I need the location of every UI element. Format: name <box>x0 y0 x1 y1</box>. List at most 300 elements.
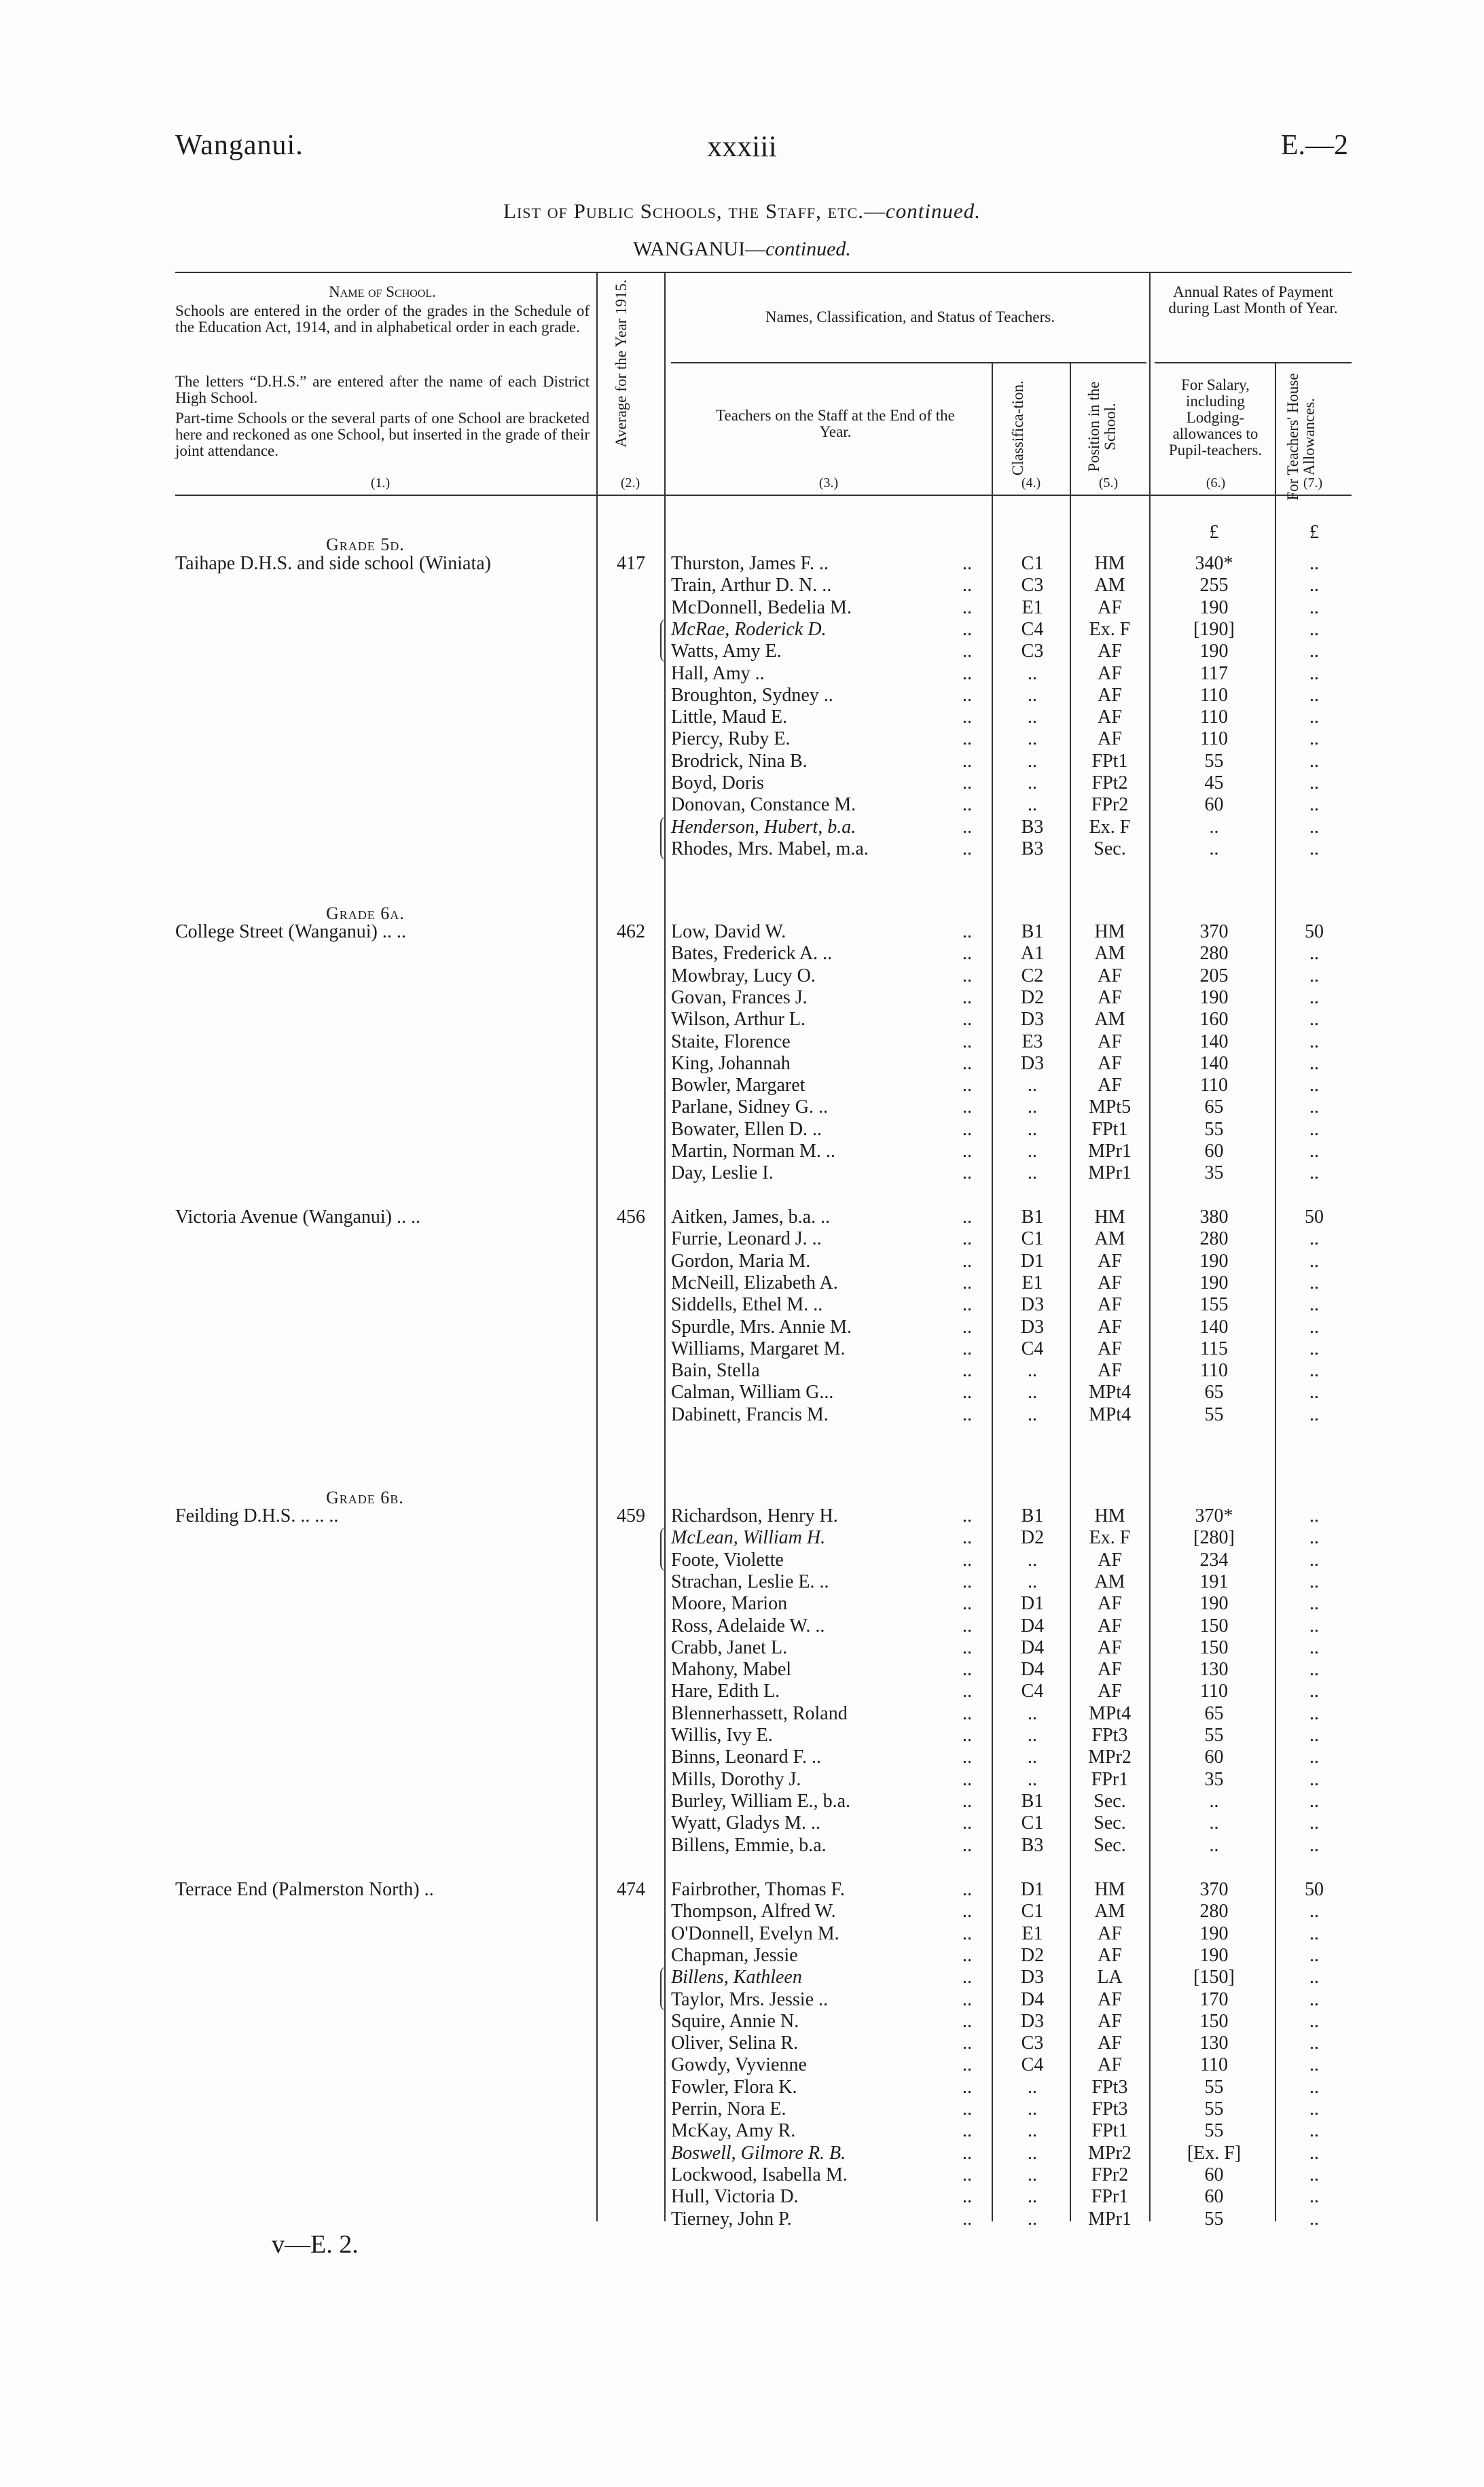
teacher-row <box>0 1901 1484 1922</box>
classification: B1 <box>1021 1790 1044 1812</box>
salary: 155 <box>1199 1294 1229 1316</box>
teacher-name: Mills, Dorothy J. <box>671 1768 801 1790</box>
classification: .. <box>1028 1141 1037 1162</box>
salary: 55 <box>1204 2120 1224 2142</box>
teacher-name: Oliver, Selina R. <box>671 2033 799 2054</box>
position: MPt5 <box>1088 1096 1132 1118</box>
classification: D4 <box>1020 1636 1045 1658</box>
salary: 370* <box>1195 1505 1233 1526</box>
teacher-row <box>0 1206 1484 1228</box>
leader-dots: .. <box>962 1096 972 1118</box>
salary: 60 <box>1204 1747 1224 1768</box>
leader-dots: .. <box>962 1549 972 1571</box>
teacher-row <box>0 1835 1484 1857</box>
classification: .. <box>1028 2186 1037 2208</box>
classification: .. <box>1028 1702 1037 1724</box>
leader-dots: .. <box>962 1118 972 1140</box>
house-allowance: .. <box>1309 1922 1319 1944</box>
teacher-name: Williams, Margaret M. <box>671 1338 846 1359</box>
salary: 190 <box>1199 1272 1229 1293</box>
teacher-row <box>0 1317 1484 1338</box>
classification: D1 <box>1020 1250 1045 1272</box>
teacher-row <box>0 1879 1484 1901</box>
house-allowance: .. <box>1309 1505 1319 1526</box>
title-text: List of Public Schools, the Staff, etc.— <box>503 199 886 223</box>
classification: .. <box>1028 1075 1037 1096</box>
leader-dots: .. <box>962 618 972 640</box>
teacher-row <box>0 1659 1484 1681</box>
leader-dots: .. <box>962 921 972 942</box>
teacher-name: Low, David W. <box>671 921 786 942</box>
col-number-5: (5.) <box>1098 476 1119 490</box>
teacher-name: Aitken, James, b.a. .. <box>671 1206 831 1228</box>
teacher-name: McLean, William H. <box>671 1527 826 1549</box>
house-allowance: .. <box>1309 2054 1319 2076</box>
house-allowance: .. <box>1309 2164 1319 2185</box>
teacher-row <box>0 575 1484 596</box>
table-title <box>0 199 1484 223</box>
teacher-name: Mahony, Mabel <box>671 1659 792 1681</box>
position: AF <box>1098 965 1122 986</box>
position: HM <box>1094 553 1125 574</box>
salary: 190 <box>1199 1250 1229 1272</box>
classification: D3 <box>1020 1294 1045 1316</box>
position: Sec. <box>1093 1790 1126 1812</box>
subtitle-text: WANGANUI— <box>633 238 766 260</box>
teacher-row <box>0 1769 1484 1791</box>
salary-currency: £ <box>1209 522 1219 543</box>
salary: [Ex. F] <box>1187 2142 1242 2164</box>
classification: E1 <box>1021 596 1043 618</box>
name-of-school-note-3: Part-time Schools or the several parts of one School are bracketed here and reckoned as one School, but inserted in the grade of their joint attendance. <box>175 410 590 459</box>
col-number-1: (1.) <box>370 476 391 490</box>
school-name: Victoria Avenue (Wanganui) .. .. <box>175 1206 420 1228</box>
teacher-row <box>0 1791 1484 1812</box>
table-subtitle <box>0 238 1484 261</box>
classification: C4 <box>1021 2054 1044 2076</box>
leader-dots: .. <box>962 1162 972 1184</box>
salary: .. <box>1209 1834 1219 1856</box>
teacher-name: McNeill, Elizabeth A. <box>671 1272 838 1293</box>
position: AF <box>1098 1316 1122 1338</box>
classification: E3 <box>1021 1031 1043 1052</box>
teacher-row <box>0 1031 1484 1053</box>
house-allowance: .. <box>1309 1228 1319 1250</box>
house-allowance: .. <box>1309 1272 1319 1293</box>
classification: B1 <box>1021 1505 1044 1526</box>
salary: 280 <box>1199 1228 1229 1250</box>
teacher-name: King, Johannah <box>671 1052 791 1074</box>
header-bottom-rule <box>175 495 1352 496</box>
classification: .. <box>1028 1768 1037 1790</box>
classification: D3 <box>1020 2010 1045 2032</box>
col-number-6: (6.) <box>1206 476 1226 490</box>
position: MPr1 <box>1088 1141 1132 1162</box>
teacher-row <box>0 1119 1484 1141</box>
leader-dots: .. <box>962 1571 972 1592</box>
salary: 160 <box>1199 1009 1229 1031</box>
teacher-name: Burley, William E., b.a. <box>671 1790 851 1812</box>
position: Sec. <box>1093 1834 1126 1856</box>
teacher-row <box>0 2011 1484 2033</box>
teacher-name: McRae, Roderick D. <box>671 618 827 640</box>
salary: 150 <box>1199 1636 1229 1658</box>
position: Sec. <box>1093 1812 1126 1834</box>
col-number-3: (3.) <box>818 476 839 490</box>
teacher-name: Dabinett, Francis M. <box>671 1403 829 1425</box>
allowance-currency: £ <box>1309 522 1319 543</box>
house-allowance: .. <box>1309 1250 1319 1272</box>
grade-heading: Grade 5d. <box>326 535 405 554</box>
salary: 65 <box>1204 1702 1224 1724</box>
classification: B1 <box>1021 1206 1044 1228</box>
teacher-name: McKay, Amy R. <box>671 2120 796 2142</box>
salary: 190 <box>1199 641 1229 662</box>
teacher-row <box>0 1251 1484 1272</box>
salary: 35 <box>1204 1162 1224 1184</box>
classification: C2 <box>1021 965 1044 986</box>
house-allowance: .. <box>1309 816 1319 838</box>
teacher-row <box>0 1009 1484 1031</box>
teacher-name: Day, Leslie I. <box>671 1162 774 1184</box>
position: HM <box>1094 1206 1125 1228</box>
classification: .. <box>1028 2142 1037 2164</box>
house-allowance: .. <box>1309 965 1319 986</box>
salary: 60 <box>1204 1141 1224 1162</box>
salary: 110 <box>1200 1681 1228 1702</box>
grade-heading: Grade 6b. <box>326 1488 404 1507</box>
classification: D3 <box>1020 1009 1045 1031</box>
leader-dots: .. <box>962 2186 972 2208</box>
salary: 170 <box>1199 1988 1229 2010</box>
house-allowance: .. <box>1309 575 1319 596</box>
position: FPt2 <box>1091 772 1128 793</box>
salary: .. <box>1209 838 1219 859</box>
leader-dots: .. <box>962 816 972 838</box>
teacher-name: Hare, Edith L. <box>671 1681 780 1702</box>
leader-dots: .. <box>962 1944 972 1966</box>
classification: .. <box>1028 1118 1037 1140</box>
teacher-row <box>0 2164 1484 2186</box>
house-allowance: .. <box>1309 1162 1319 1184</box>
teacher-row <box>0 706 1484 728</box>
salary: 60 <box>1204 2164 1224 2185</box>
teacher-name: Tierney, John P. <box>671 2208 792 2230</box>
teacher-row <box>0 2143 1484 2164</box>
house-allowance: .. <box>1309 1316 1319 1338</box>
salary: 205 <box>1199 965 1229 986</box>
leader-dots: .. <box>962 728 972 750</box>
teacher-row <box>0 1162 1484 1184</box>
teacher-row <box>0 1382 1484 1403</box>
salary: 110 <box>1200 1075 1228 1096</box>
salary: 110 <box>1200 728 1228 750</box>
classification: D4 <box>1020 1659 1045 1681</box>
salary: .. <box>1209 816 1219 838</box>
position-head: Position in the School. <box>1085 381 1119 472</box>
position: Ex. F <box>1089 1527 1131 1549</box>
classification: C1 <box>1021 1901 1044 1922</box>
salary: 190 <box>1199 1944 1229 1966</box>
salary: 234 <box>1199 1549 1229 1571</box>
position: FPt3 <box>1091 2076 1128 2098</box>
teacher-name: Hall, Amy .. <box>671 662 765 684</box>
house-allowance: .. <box>1309 1702 1319 1724</box>
salary: 190 <box>1199 596 1229 618</box>
leader-dots: .. <box>962 575 972 596</box>
position: HM <box>1094 921 1125 942</box>
teacher-row <box>0 921 1484 943</box>
teacher-name: Hull, Victoria D. <box>671 2186 799 2208</box>
position: AF <box>1098 1250 1122 1272</box>
house-allowance: .. <box>1309 1075 1319 1096</box>
salary: 340* <box>1195 553 1233 574</box>
teacher-row <box>0 2208 1484 2230</box>
classification: B3 <box>1021 816 1044 838</box>
house-allowance: .. <box>1309 750 1319 772</box>
position: AF <box>1098 1272 1122 1293</box>
leader-dots: .. <box>962 1834 972 1856</box>
leader-dots: .. <box>962 2054 972 2076</box>
house-allowance: .. <box>1309 1009 1319 1031</box>
salary: 55 <box>1204 1118 1224 1140</box>
classification: E1 <box>1021 1272 1043 1293</box>
position: FPt3 <box>1091 1725 1128 1746</box>
teacher-row <box>0 794 1484 816</box>
teacher-name: Gowdy, Vyvienne <box>671 2054 807 2076</box>
classification: C4 <box>1021 1681 1044 1702</box>
salary: 150 <box>1199 1615 1229 1636</box>
salary: 117 <box>1200 662 1228 684</box>
house-allowance: .. <box>1309 2033 1319 2054</box>
leader-dots: .. <box>962 1338 972 1359</box>
leader-dots: .. <box>962 1593 972 1615</box>
house-allowance: 50 <box>1305 1879 1324 1900</box>
teacher-name: Gordon, Maria M. <box>671 1250 811 1272</box>
salary: 115 <box>1200 1338 1228 1359</box>
house-allowance: .. <box>1309 706 1319 728</box>
house-allowance: .. <box>1309 1768 1319 1790</box>
classification: .. <box>1028 2076 1037 2098</box>
position: AF <box>1098 596 1122 618</box>
leader-dots: .. <box>962 1228 972 1250</box>
teacher-name: Bowater, Ellen D. .. <box>671 1118 822 1140</box>
position: FPr1 <box>1091 1768 1129 1790</box>
teacher-row <box>0 772 1484 794</box>
teacher-row <box>0 2054 1484 2076</box>
classification: .. <box>1028 1725 1037 1746</box>
teacher-name: Squire, Annie N. <box>671 2010 799 2032</box>
house-allowance: .. <box>1309 1096 1319 1118</box>
salary: 140 <box>1199 1052 1229 1074</box>
house-allowance: .. <box>1309 1944 1319 1966</box>
teacher-name: Billens, Emmie, b.a. <box>671 1834 827 1856</box>
position: AF <box>1098 1944 1122 1966</box>
teacher-name: Bowler, Margaret <box>671 1075 806 1096</box>
classification: .. <box>1028 1571 1037 1592</box>
classification: .. <box>1028 772 1037 793</box>
salary: 65 <box>1204 1382 1224 1403</box>
position: MPt4 <box>1088 1403 1132 1425</box>
teacher-name: Calman, William G... <box>671 1382 834 1403</box>
position: AF <box>1098 684 1122 706</box>
house-allowance: 50 <box>1305 1206 1324 1228</box>
house-allowance: .. <box>1309 1527 1319 1549</box>
average-head: Average for the Year 1915. <box>613 279 630 448</box>
classification: .. <box>1028 1382 1037 1403</box>
col-number-7: (7.) <box>1303 476 1323 490</box>
teacher-row <box>0 1923 1484 1945</box>
position: AF <box>1098 986 1122 1008</box>
leader-dots: .. <box>962 1250 972 1272</box>
house-allowance: .. <box>1309 1901 1319 1922</box>
position: Ex. F <box>1089 816 1131 838</box>
house-allowance: .. <box>1309 2186 1319 2208</box>
salary: 280 <box>1199 943 1229 965</box>
teacher-name: Watts, Amy E. <box>671 641 782 662</box>
teacher-row <box>0 553 1484 575</box>
salary: 55 <box>1204 2098 1224 2119</box>
teacher-name: Bain, Stella <box>671 1360 760 1382</box>
leader-dots: .. <box>962 1967 972 1988</box>
classification: D2 <box>1020 986 1045 1008</box>
house-allowance: .. <box>1309 1725 1319 1746</box>
teacher-name: Lockwood, Isabella M. <box>671 2164 848 2185</box>
salary: 280 <box>1199 1901 1229 1922</box>
position: AM <box>1094 1009 1125 1031</box>
leader-dots: .. <box>962 1790 972 1812</box>
leader-dots: .. <box>962 2164 972 2185</box>
house-allowance: .. <box>1309 1593 1319 1615</box>
position: AF <box>1098 2033 1122 2054</box>
salary: 190 <box>1199 1922 1229 1944</box>
teacher-name: Martin, Norman M. .. <box>671 1141 835 1162</box>
teacher-row <box>0 817 1484 838</box>
leader-dots: .. <box>962 2010 972 2032</box>
teacher-row <box>0 2120 1484 2142</box>
teacher-name: McDonnell, Bedelia M. <box>671 596 852 618</box>
leader-dots: .. <box>962 1141 972 1162</box>
classification: C4 <box>1021 1338 1044 1359</box>
position: AM <box>1094 1228 1125 1250</box>
teacher-row <box>0 1053 1484 1075</box>
leader-dots: .. <box>962 750 972 772</box>
classification: .. <box>1028 794 1037 816</box>
leader-dots: .. <box>962 986 972 1008</box>
position: FPr2 <box>1091 2164 1129 2185</box>
leader-dots: .. <box>962 772 972 793</box>
teacher-name: Chapman, Jessie <box>671 1944 798 1966</box>
position: FPt1 <box>1091 1118 1128 1140</box>
salary: 255 <box>1199 575 1229 596</box>
leader-dots: .. <box>962 1052 972 1074</box>
teacher-row <box>0 663 1484 685</box>
position: AF <box>1098 641 1122 662</box>
house-allowance: .. <box>1309 1747 1319 1768</box>
leader-dots: .. <box>962 1922 972 1944</box>
classification: C3 <box>1021 641 1044 662</box>
teacher-row <box>0 965 1484 987</box>
teacher-name: Blennerhassett, Roland <box>671 1702 848 1724</box>
classification: .. <box>1028 706 1037 728</box>
classification: D3 <box>1020 1967 1045 1988</box>
school-name: Taihape D.H.S. and side school (Winiata) <box>175 553 492 574</box>
position: AF <box>1098 1338 1122 1359</box>
house-allowance: .. <box>1309 772 1319 793</box>
teacher-row <box>0 1338 1484 1360</box>
leader-dots: .. <box>962 1206 972 1228</box>
teacher-name: Thurston, James F. .. <box>671 553 829 574</box>
teacher-name: O'Donnell, Evelyn M. <box>671 1922 839 1944</box>
leader-dots: .. <box>962 2033 972 2054</box>
salary: 190 <box>1199 986 1229 1008</box>
classification: .. <box>1028 2164 1037 2185</box>
house-allowance: .. <box>1309 553 1319 574</box>
salary: 60 <box>1204 2186 1224 2208</box>
house-allowance: .. <box>1309 728 1319 750</box>
leader-dots: .. <box>962 1636 972 1658</box>
teacher-name: Wyatt, Gladys M. .. <box>671 1812 820 1834</box>
teacher-name: Willis, Ivy E. <box>671 1725 773 1746</box>
house-allowance: .. <box>1309 662 1319 684</box>
salary: .. <box>1209 1812 1219 1834</box>
teacher-name: Brodrick, Nina B. <box>671 750 808 772</box>
teacher-name: Staite, Florence <box>671 1031 791 1052</box>
position: MPr1 <box>1088 2208 1132 2230</box>
leader-dots: .. <box>962 641 972 662</box>
leader-dots: .. <box>962 553 972 574</box>
house-allowance: .. <box>1309 641 1319 662</box>
teacher-row <box>0 1747 1484 1768</box>
position: AF <box>1098 662 1122 684</box>
teacher-name: Moore, Marion <box>671 1593 788 1615</box>
teacher-row <box>0 1404 1484 1426</box>
classification: D2 <box>1020 1527 1045 1549</box>
teacher-name: Fowler, Flora K. <box>671 2076 797 2098</box>
position: AF <box>1098 1922 1122 1944</box>
classification: D4 <box>1020 1988 1045 2010</box>
leader-dots: .. <box>962 1009 972 1031</box>
classification: C3 <box>1021 2033 1044 2054</box>
teacher-name: Spurdle, Mrs. Annie M. <box>671 1316 852 1338</box>
col-number-2: (2.) <box>620 476 640 490</box>
leader-dots: .. <box>962 1294 972 1316</box>
leader-dots: .. <box>962 684 972 706</box>
classification: A1 <box>1020 943 1045 965</box>
leader-dots: .. <box>962 1272 972 1293</box>
classification: .. <box>1028 662 1037 684</box>
leader-dots: .. <box>962 1659 972 1681</box>
teacher-name: Parlane, Sidney G. .. <box>671 1096 828 1118</box>
teacher-row <box>0 2077 1484 2098</box>
house-allowance: .. <box>1309 1571 1319 1592</box>
position: FPt1 <box>1091 2120 1128 2142</box>
name-of-school-note-2: The letters “D.H.S.” are entered after the name of each District High School. <box>175 373 590 406</box>
salary: 55 <box>1204 2208 1224 2230</box>
house-allowance: .. <box>1309 1403 1319 1425</box>
teacher-name: Rhodes, Mrs. Mabel, m.a. <box>671 838 869 859</box>
leader-dots: .. <box>962 838 972 859</box>
leader-dots: .. <box>962 706 972 728</box>
teacher-row <box>0 943 1484 965</box>
salary: 380 <box>1199 1206 1229 1228</box>
teacher-name: Mowbray, Lucy O. <box>671 965 816 986</box>
classification: D2 <box>1020 1944 1045 1966</box>
classification: .. <box>1028 1747 1037 1768</box>
position: AF <box>1098 728 1122 750</box>
position: AF <box>1098 1031 1122 1052</box>
salary: 130 <box>1199 1659 1229 1681</box>
